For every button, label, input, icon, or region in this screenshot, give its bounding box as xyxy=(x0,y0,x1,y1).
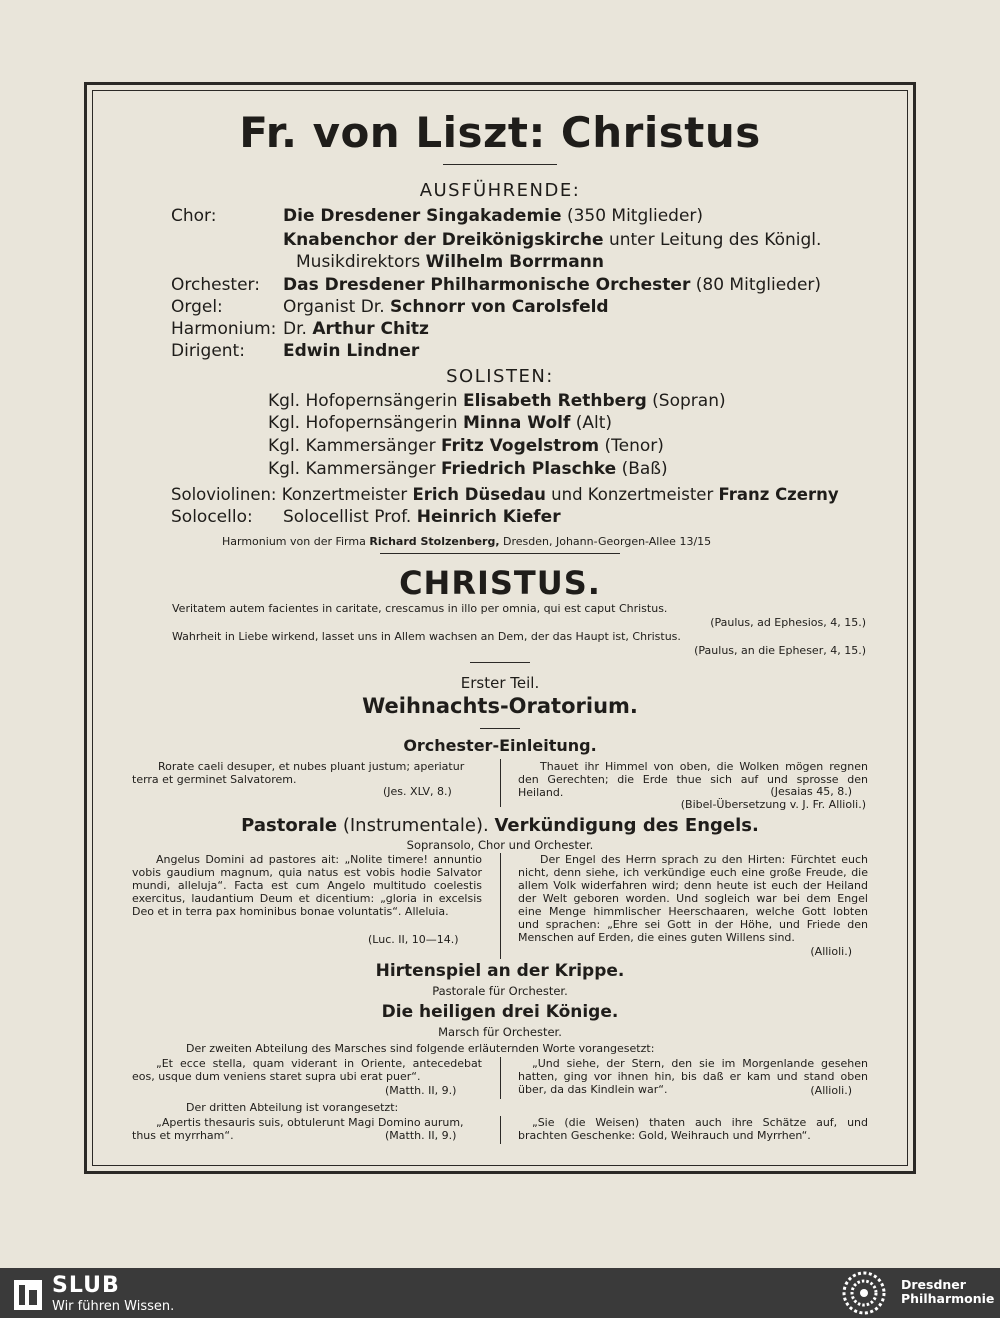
knaben-row xyxy=(283,230,821,250)
koenige-german-1: „Und siehe, der Stern, den sie im Morgenlande gesehen hatten, ging vor ihnen hin, bis daß er kam und stand oben über, da das Kindlein war“. xyxy=(518,1057,868,1096)
firm-name: Richard Stolzenberg, xyxy=(369,535,500,548)
orchester-note: (80 Mitglieder) xyxy=(695,275,822,295)
koenige-latin-1-ref: (Matth. II, 9.) xyxy=(385,1084,457,1097)
soloviolinen-name1: Erich Düsedau xyxy=(412,485,546,504)
koenige-intro-2: Der dritten Abteilung ist vorangesetzt: xyxy=(186,1101,399,1114)
einleitung-latin: Rorate caeli desuper, et nubes pluant justum; aperiatur terra et germinet Salvatorem. xyxy=(132,760,465,786)
orchester-label: Orchester: xyxy=(171,275,260,295)
harmonium-firm-note xyxy=(222,535,711,548)
column-divider xyxy=(500,759,501,807)
short-rule xyxy=(470,662,530,663)
solist-row xyxy=(268,391,726,411)
german-motto: Wahrheit in Liebe wirkend, lasset uns in Allem wachsen an Dem, der das Haupt ist, Christus. xyxy=(172,630,681,643)
knaben-name: Knabenchor der Dreikönigskirche xyxy=(283,230,604,250)
soloviolinen-name2: Franz Czerny xyxy=(718,485,839,504)
soloviolinen-row xyxy=(171,485,839,504)
latin-motto: Veritatem autem facientes in caritate, crescamus in illo per omnia, qui est caput Christus. xyxy=(172,602,668,615)
einleitung-latin-ref: (Jes. XLV, 8.) xyxy=(383,785,452,798)
soloviolinen-label: Soloviolinen: xyxy=(171,485,277,504)
solist-name: Fritz Vogelstrom xyxy=(441,436,600,456)
solocello-name: Heinrich Kiefer xyxy=(416,507,561,527)
musikdirektor-name: Wilhelm Borrmann xyxy=(425,252,604,272)
harmonium-label: Harmonium: xyxy=(171,319,277,339)
koenige-latin-2-ref: (Matth. II, 9.) xyxy=(385,1129,457,1142)
solist-title: Kgl. Hofopernsängerin xyxy=(268,391,458,411)
solist-title: Kgl. Hofopernsängerin xyxy=(268,413,458,433)
einleitung-german-ref: (Jesaias 45, 8.) xyxy=(770,785,852,798)
solist-voice: (Alt) xyxy=(575,413,613,433)
pastorale-german-ref: (Allioli.) xyxy=(810,945,852,958)
solist-voice: (Baß) xyxy=(621,459,668,479)
solist-voice: (Sopran) xyxy=(652,391,726,411)
pastorale-title-b: (Instrumentale). xyxy=(342,815,489,836)
solist-name: Elisabeth Rethberg xyxy=(462,391,647,411)
slub-tagline: Wir führen Wissen. xyxy=(52,1299,175,1314)
latin-motto-ref: (Paulus, ad Ephesios, 4, 15.) xyxy=(710,616,866,629)
solocello-pre: Solocellist Prof. xyxy=(283,507,412,527)
hirtenspiel-title: Hirtenspiel an der Krippe. xyxy=(375,961,625,981)
ausfuehrende-heading: AUSFÜHRENDE: xyxy=(419,180,581,201)
firm-address: Dresden, Johann-Georgen-Allee 13/15 xyxy=(503,535,712,548)
soloviolinen-pre: Konzertmeister xyxy=(281,485,408,504)
musikdirektor-pre: Musikdirektors xyxy=(296,252,421,272)
german-motto-ref: (Paulus, an die Epheser, 4, 15.) xyxy=(694,644,866,657)
koenige-german-2: „Sie (die Weisen) thaten auch ihre Schätze auf, und brachten Geschenke: Gold, Weihrauch und Myrrhen“. xyxy=(518,1116,868,1142)
solist-name: Friedrich Plaschke xyxy=(441,459,617,479)
knaben-note: unter Leitung des Königl. xyxy=(608,230,822,250)
solisten-heading: SOLISTEN: xyxy=(446,366,554,387)
koenige-subtitle: Marsch für Orchester. xyxy=(438,1025,562,1039)
pastorale-title-a: Pastorale xyxy=(241,815,338,836)
solist-title: Kgl. Kammersänger xyxy=(268,459,436,479)
pastorale-latin: Angelus Domini ad pastores ait: „Nolite timere! annuntio vobis gaudium magnum, quia natus est vobis hodie Salvator mundi, alleluja“. Facta est cum Angelo multitudo coelestis exercitus, laudantium Deum et dicentium: „gloria in excelsis Deo et in terra pax hominibus bonae voluntatis“. Alleluia. xyxy=(132,853,482,918)
solist-row xyxy=(268,413,612,433)
koenige-german-1-ref: (Allioli.) xyxy=(810,1084,852,1097)
solist-row xyxy=(268,436,664,456)
column-divider xyxy=(500,1116,501,1144)
einleitung-title: Orchester-Einleitung. xyxy=(403,736,597,755)
pastorale-subtitle: Sopransolo, Chor und Orchester. xyxy=(406,838,594,852)
teil-title: Weihnachts-Oratorium. xyxy=(362,694,638,718)
chor-name: Die Dresdener Singakademie xyxy=(283,206,562,226)
solist-row xyxy=(268,459,668,479)
koenige-latin-2: „Apertis thesauris suis, obtulerunt Magi Domino aurum, thus et myrrham“. xyxy=(132,1116,464,1142)
chor-label: Chor: xyxy=(171,206,217,226)
harmonium-name: Arthur Chitz xyxy=(312,319,429,339)
short-rule xyxy=(480,728,520,729)
slub-name: SLUB xyxy=(52,1273,120,1298)
partner-name-line2: Philharmonie xyxy=(901,1291,995,1306)
pastorale-title-c: Verkündigung des Engels. xyxy=(494,815,759,836)
pastorale-german: Der Engel des Herrn sprach zu den Hirten: Fürchtet euch nicht, denn siehe, ich verkündige euch eine große Freude, die allem Volk widerfahren wird; denn heute ist euch der Heiland der Welt geboren worden. Und sogleich war bei dem Engel eine Menge himmlischer Heerschaaren, welche Gott lobten und sprachen: „Ehre sei Gott in der Höhe, und Friede den Menschen auf Erden, die eines guten Willens sind. xyxy=(518,853,868,944)
einleitung-translation-ref: (Bibel-Übersetzung v. J. Fr. Allioli.) xyxy=(680,798,866,811)
page-title: Fr. von Liszt: Christus xyxy=(239,108,761,157)
orgel-pre: Organist Dr. xyxy=(283,297,385,317)
orgel-name: Schnorr von Carolsfeld xyxy=(390,297,609,317)
solist-title: Kgl. Kammersänger xyxy=(268,436,436,456)
harmonium-pre: Dr. xyxy=(283,319,307,339)
pastorale-latin-ref: (Luc. II, 10—14.) xyxy=(368,933,459,946)
musikdirektor-row xyxy=(296,252,604,272)
koenige-title: Die heiligen drei Könige. xyxy=(381,1002,619,1022)
soloviolinen-mid: und Konzertmeister xyxy=(551,485,714,504)
column-divider xyxy=(500,853,501,959)
title-rule xyxy=(443,164,557,165)
christus-heading: CHRISTUS. xyxy=(399,564,601,602)
footer-bar xyxy=(0,1268,1000,1318)
solocello-label: Solocello: xyxy=(171,507,253,527)
pastorale-title xyxy=(96,815,904,836)
partner-name-line1: Dresdner xyxy=(901,1277,966,1292)
koenige-latin-1: „Et ecce stella, quam viderant in Oriente, antecedebat eos, usque dum veniens staret supra ubi erat puer“. xyxy=(132,1057,482,1083)
hirtenspiel-subtitle: Pastorale für Orchester. xyxy=(432,984,568,998)
orgel-label: Orgel: xyxy=(171,297,223,317)
slub-logo-icon xyxy=(14,1280,42,1310)
einleitung-german: Thauet ihr Himmel von oben, die Wolken mögen regnen den Gerechten; die Erde thue sich auf und sprosse den Heiland. xyxy=(518,760,868,799)
dirigent-label: Dirigent: xyxy=(171,341,245,361)
solist-name: Minna Wolf xyxy=(462,413,571,433)
philharmonie-logo-icon xyxy=(840,1270,888,1316)
chor-note: (350 Mitglieder) xyxy=(566,206,704,226)
dirigent-name: Edwin Lindner xyxy=(283,341,420,361)
section-rule xyxy=(380,553,620,554)
orchester-name: Das Dresdener Philharmonische Orchester xyxy=(283,275,691,295)
partner-name xyxy=(901,1278,994,1306)
column-divider xyxy=(500,1057,501,1099)
koenige-intro: Der zweiten Abteilung des Marsches sind folgende erläuternden Worte vorangesetzt: xyxy=(186,1042,655,1055)
solist-voice: (Tenor) xyxy=(604,436,664,456)
teil-label: Erster Teil. xyxy=(460,674,540,692)
firm-pre: Harmonium von der Firma xyxy=(222,535,366,548)
